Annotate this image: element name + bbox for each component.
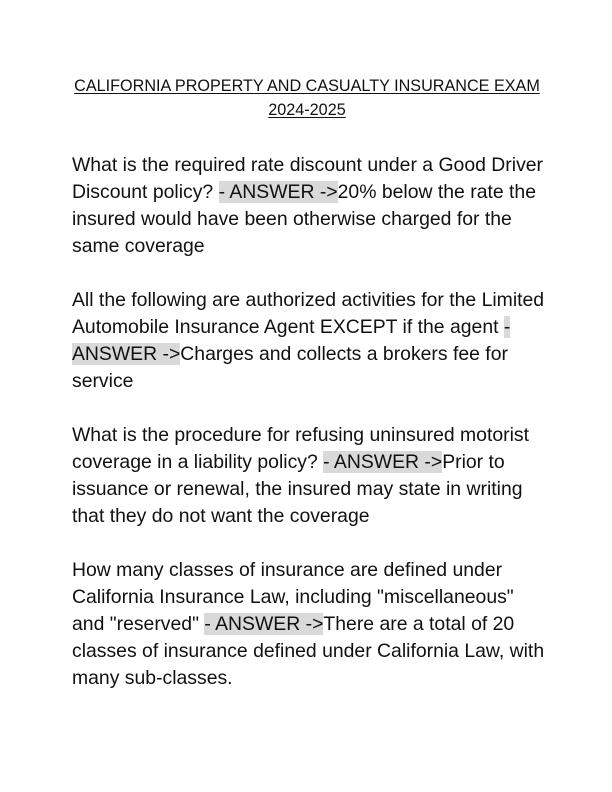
answer-marker: - ANSWER -> <box>218 181 338 203</box>
question-text: What is the required rate discount under a Good Driver Discount policy? <box>72 154 543 203</box>
title-line-1: CALIFORNIA PROPERTY AND CASUALTY INSURANCE EXAM <box>74 77 540 95</box>
answer-text: 20% below the rate the insured would have been otherwise charged for the same coverage <box>72 181 536 257</box>
answer-text: Charges and collects a brokers fee for service <box>72 343 508 392</box>
question-text: How many classes of insurance are defined under California Insurance Law, including "miscellaneous" and "reserved" <box>72 559 514 635</box>
document-title <box>68 74 546 122</box>
answer-text: Prior to issuance or renewal, the insured may state in writing that they do not want the coverage <box>72 451 523 527</box>
question-text: What is the procedure for refusing uninsured motorist coverage in a liability policy? <box>72 424 529 473</box>
answer-marker: - ANSWER -> <box>323 451 443 473</box>
answer-text: There are a total of 20 classes of insurance defined under California Law, with many sub-classes. <box>72 613 545 689</box>
title-line-2: 2024-2025 <box>268 101 346 119</box>
answer-marker: - ANSWER -> <box>204 613 324 635</box>
qa-item-3 <box>72 422 546 530</box>
qa-item-4 <box>72 557 546 692</box>
qa-item-2 <box>72 287 546 395</box>
qa-item-1 <box>72 152 546 260</box>
answer-marker: - ANSWER -> <box>72 316 511 365</box>
question-text: All the following are authorized activities for the Limited Automobile Insurance Agent EXCEPT if the agent <box>72 289 545 338</box>
